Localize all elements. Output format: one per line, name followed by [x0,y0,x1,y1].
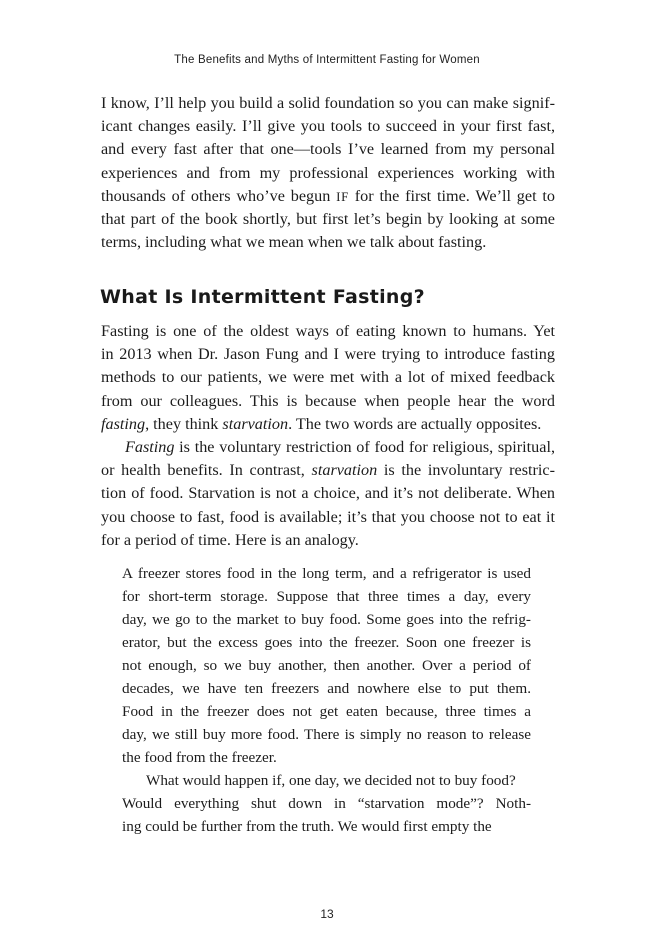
block-quote [122,562,531,838]
running-head: The Benefits and Myths of Intermittent Fasting for Women [174,54,480,66]
text-line [101,413,555,436]
quote-line: Food in the freezer does not get eaten because, three times a [122,703,531,720]
text-line: that part of the book shortly, but first let’s begin by looking at some [101,209,555,228]
text-line: tion of food. Starvation is not a choice, and it’s not deliberate. When [101,484,555,503]
text-fragment: thousands of others who’ve begun [101,186,331,205]
text-line: from our colleagues. This is because when people hear the word [101,391,555,410]
text-line: for a period of time. Here is an analogy. [101,530,359,549]
text-fragment: is the voluntary restriction of food for religious, spiritual, [174,438,555,456]
quote-line: A freezer stores food in the long term, and a refrigerator is used [122,565,531,582]
text-fragment: . The two words are actually opposites. [288,414,542,433]
text-fragment: is the involuntary restric- [377,461,555,480]
text-line: in 2013 when Dr. Jason Fung and I were trying to introduce fasting [101,345,555,364]
italic-term: starvation [311,461,378,480]
text-line: Fasting is one of the oldest ways of eating known to humans. Yet [101,322,555,340]
text-line [101,185,555,208]
quote-line: not enough, so we buy another, then another. Over a period of [122,657,531,674]
text-line: experiences and from my professional experiences working with [101,163,555,182]
section-paragraph-2 [101,436,555,552]
italic-term: Fasting [125,438,175,456]
text-line: icant changes easily. I’ll give you tools to succeed in your first fast, [101,117,555,136]
quote-line: ing could be further from the truth. We would first empty the [122,818,492,835]
quote-line: erator, but the excess goes into the freezer. Soon one freezer is [122,634,531,651]
page-number: 13 [320,907,334,921]
text-fragment: for the first time. We’ll get to [354,186,556,205]
abbreviation-if: IF [336,188,349,204]
quote-line: day, we still buy more food. There is simply no reason to release [122,726,531,743]
text-line [101,459,555,482]
text-line: I know, I’ll help you build a solid foundation so you can make signif- [101,94,555,112]
text-line [101,436,555,459]
quote-line: the food from the freezer. [122,749,277,766]
quote-line: decades, we have ten freezers and nowhere else to put them. [122,680,531,697]
quote-line: Would everything shut down in “starvation mode”? Noth- [122,795,531,812]
quote-line: day, we go to the market to buy food. Some goes into the refrig- [122,611,531,628]
italic-term: starvation [222,414,289,433]
text-line: methods to our patients, we were met with a lot of mixed feedback [101,368,555,387]
text-line: and every fast after that one—tools I’ve learned from my personal [101,140,555,159]
text-fragment: or health benefits. In contrast, [101,461,305,480]
section-heading: What Is Intermittent Fasting? [100,286,425,308]
italic-term: fasting [101,414,146,433]
quote-line: for short-term storage. Suppose that three times a day, every [122,588,531,605]
section-paragraph-1 [101,320,555,436]
quote-line: What would happen if, one day, we decided not to buy food? [146,772,516,789]
text-line: you choose to fast, food is available; it’s that you choose not to eat it [101,507,555,526]
text-line: terms, including what we mean when we talk about fasting. [101,233,487,252]
intro-paragraph [101,92,555,254]
text-fragment: , they think [145,414,219,433]
